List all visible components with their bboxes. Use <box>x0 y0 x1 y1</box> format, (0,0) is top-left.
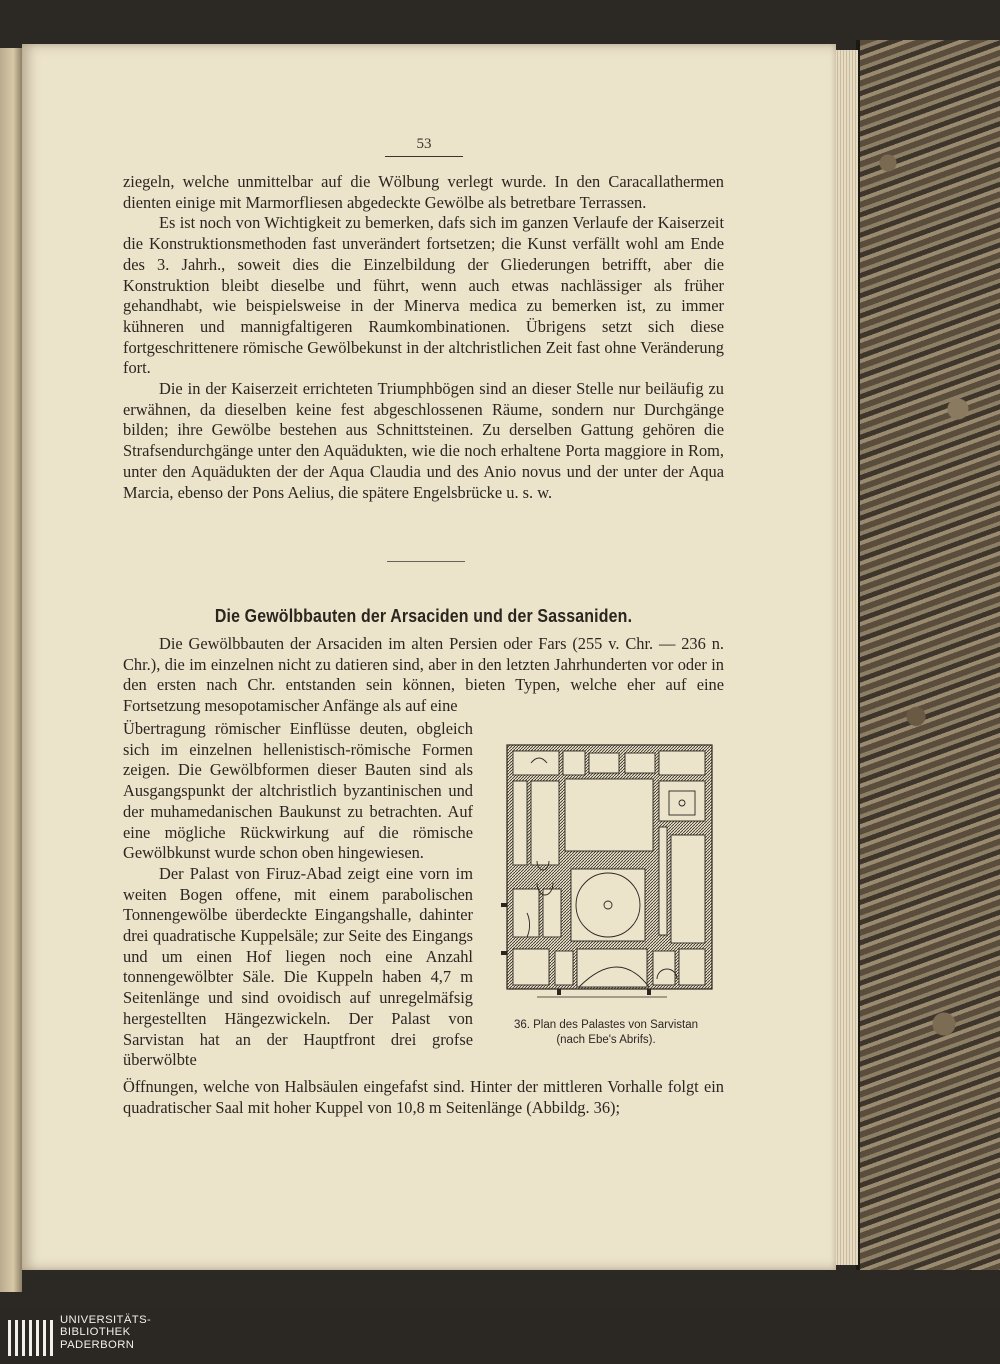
library-name <box>60 1314 151 1351</box>
page-number: 53 <box>385 134 463 157</box>
text-block-top <box>123 172 724 503</box>
left-page-edge <box>0 48 22 1292</box>
floor-plan-figure <box>497 743 713 1001</box>
figure-caption <box>492 1018 720 1048</box>
library-name-line-3: PADERBORN <box>60 1338 135 1351</box>
section-heading: Die Gewölbbauten der Arsaciden und der Sassaniden. <box>214 605 633 626</box>
paragraph-3: Die in der Kaiserzeit errichteten Triumphbögen sind an dieser Stelle nur beiläufig zu erwähnen, da dieselben keine fest abgeschlossenen Räume, sondern nur Durchgänge bilden; ihre Gewölbe bestehen aus Schnittsteinen. Zu derselben Gattung gehören die Strafsendurchgänge unter den Aquädukten, wie die noch erhaltene Porta maggiore in Rom, unter den Aquädukten der der Aqua Claudia und des Anio novus und der unter der Aqua Marcia, ebenso der Pons Aelius, die spätere Engelsbrücke u. s. w. <box>123 379 724 502</box>
marbled-cover <box>856 40 1000 1270</box>
floor-plan-drawing <box>497 743 713 1001</box>
text-column-beside-figure <box>123 719 473 1071</box>
paragraph-2: Es ist noch von Wichtigkeit zu bemerken, dafs sich im ganzen Verlaufe der Kaiserzeit die Konstruktionsmethoden fast unverändert fortsetzen; die Kunst verfällt wohl am Ende des 3. Jahrh., soweit dies die Einzelbildung der Gliederungen betrifft, aber die Konstruktion bleibt dieselbe und führt, wenn auch etwas nachlässiger als früher gehandhabt, wie beispielsweise in der Minerva medica zu bemerken ist, zu immer kühneren und mannigfaltigeren Raumkombinationen. Übrigens setzt sich diese fortgeschrittenere römische Gewölbekunst in der altchristlichen Zeit fast ohne Veränderung fort. <box>123 213 724 378</box>
library-logo-icon <box>8 1316 56 1360</box>
palace-paragraph-tail: Öffnungen, welche von Halbsäulen eingefafst sind. Hinter der mittleren Vorhalle folgt ein quadratischer Saal mit hoher Kuppel von 10,8 m Seitenlänge (Abbildg. 36); <box>123 1077 724 1117</box>
figure-caption-line-2: (nach Ebe's Abrifs). <box>556 1034 656 1046</box>
library-name-line-1: UNIVERSITÄTS- <box>60 1314 152 1326</box>
library-name-line-2: BIBLIOTHEK <box>60 1326 131 1339</box>
section-divider <box>387 561 465 562</box>
palace-paragraph: Der Palast von Firuz-Abad zeigt eine vorn im weiten Bogen offene, mit einem parabolischen Tonnengewölbe überdeckte Eingangshalle, dahinter drei quadratische Kuppelsäle; zur Seite des Eingangs und um einen Hof liegen noch eine Anzahl tonnengewölbter Säle. Die Kuppeln haben 4,7 m Seitenlänge und sind ovoidisch auf unregelmäfsig hergestellten Hängezwickeln. Der Palast von Sarvistan hat an der Hauptfront drei grofse überwölbte <box>123 863 473 1070</box>
paragraph-1: ziegeln, welche unmittelbar auf die Wölbung verlegt wurde. In den Caracallathermen dienten einige mit Marmorfliesen abgedeckte Gewölbe als betretbare Terrassen. <box>123 172 724 212</box>
section-intro-continued: Übertragung römischer Einflüsse deuten, obgleich sich im einzelnen hellenistisch-römische Formen zeigen. Die Gewölbformen dieser Bauten sind als Ausgangspunkt der altchristlich byzantinischen und der muhamedanischen Baukunst zu betrachten. Auf eine mögliche Rückwirkung auf die römische Gewölbkunst wurde schon oben hingewiesen. <box>123 719 473 863</box>
section-intro <box>123 634 724 717</box>
section-intro-full-width: Die Gewölbbauten der Arsaciden im alten Persien oder Fars (255 v. Chr. — 236 n. Chr.), die im einzelnen nicht zu datieren sind, aber in den letzten Jahrhunderten vor oder in den ersten nach Chr. entstanden sein können, bieten Typen, welche eher auf eine Fortsetzung mesopotamischer Anfänge als auf eine <box>123 634 724 716</box>
figure-caption-line-1: 36. Plan des Palastes von Sarvistan <box>513 1019 699 1031</box>
